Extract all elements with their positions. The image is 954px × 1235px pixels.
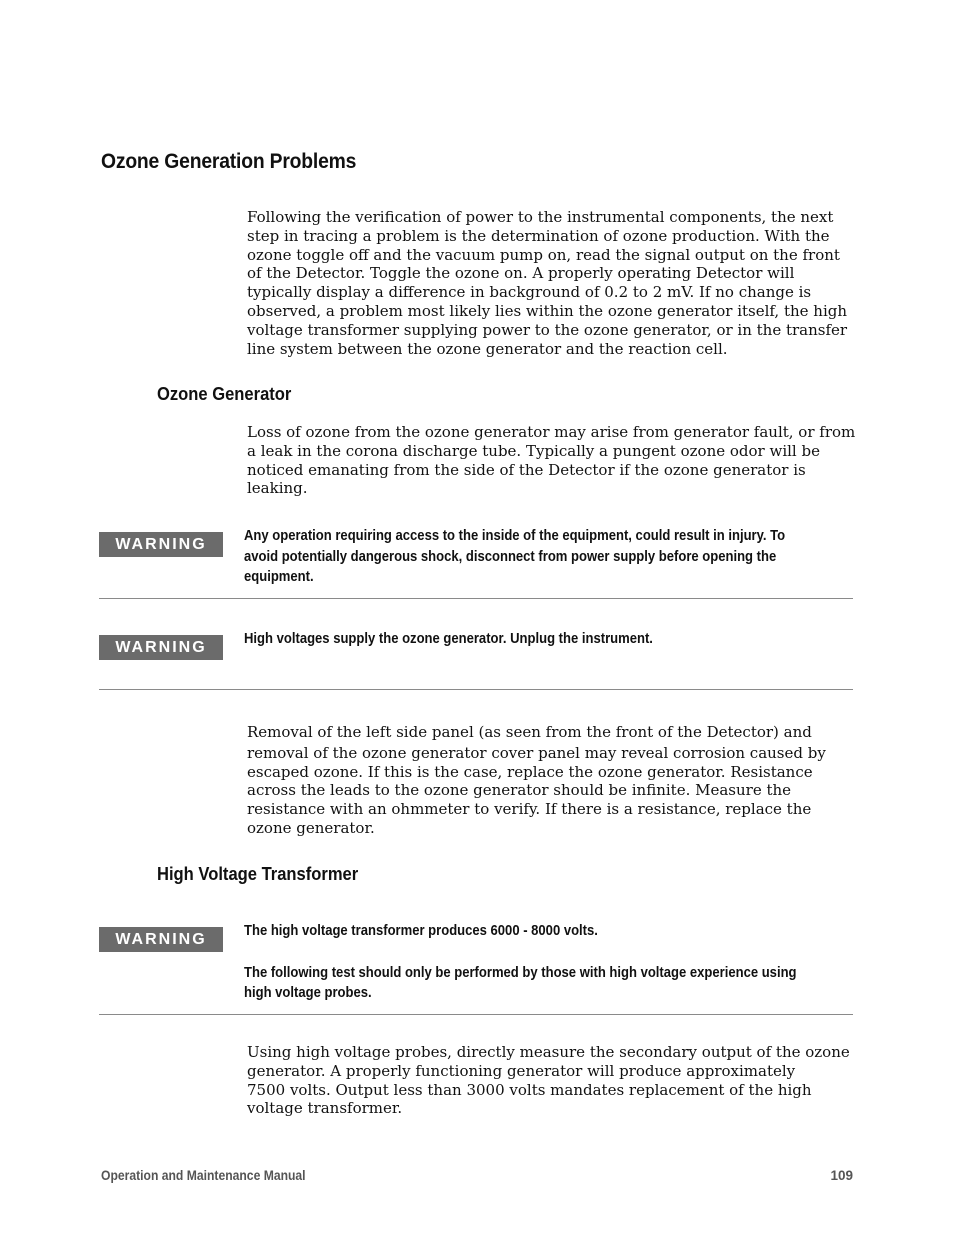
warning-text (244, 629, 820, 650)
intro-paragraph (247, 208, 853, 358)
paragraph-line: 7500 volts. Output less than 3000 volts mandates replacement of the high (247, 1080, 812, 1099)
warning-divider (99, 598, 853, 599)
page-title: Ozone Generation Problems (101, 150, 357, 173)
ozone-generator-paragraph (247, 423, 856, 498)
paragraph-line: voltage transformer. (247, 1099, 403, 1118)
warning-badge: WARNING (99, 532, 223, 557)
warning-line: The following test should only be performed by those with high voltage experience using (244, 964, 797, 981)
paragraph-line: noticed emanating from the side of the Detector if the ozone generator is (247, 460, 806, 479)
paragraph-line: ozone generator. (247, 818, 375, 837)
warning-line: Any operation requiring access to the inside of the equipment, could result in injury. To (244, 528, 786, 544)
warning-line: equipment. (244, 569, 314, 585)
paragraph-line: Loss of ozone from the ozone generator may arise from generator fault, or from (247, 423, 856, 441)
warning-divider (99, 689, 853, 690)
paragraph-line: typically display a difference in background of 0.2 to 2 mV. If no change is (247, 283, 812, 302)
footer-manual-title: Operation and Maintenance Manual (101, 1168, 306, 1183)
paragraph-line: generator. A properly functioning generator will produce approximately (247, 1061, 796, 1080)
paragraph-line: across the leads to the ozone generator should be infinite. Measure the (247, 781, 792, 800)
ozone-generator-heading: Ozone Generator (157, 384, 292, 404)
warning-text (244, 526, 820, 588)
warning-badge: WARNING (99, 635, 223, 660)
paragraph-line: escaped ozone. If this is the case, replace the ozone generator. Resistance (247, 762, 813, 781)
footer-page-number: 109 (830, 1168, 853, 1183)
paragraph-line: step in tracing a problem is the determination of ozone production. With the (247, 226, 830, 245)
paragraph-line: ozone toggle off and the vacuum pump on, read the signal output on the front (247, 245, 840, 264)
paragraph-line: Using high voltage probes, directly measure the secondary output of the ozone (247, 1043, 850, 1061)
paragraph-line: leaking. (247, 479, 308, 498)
hv-transformer-heading: High Voltage Transformer (157, 864, 359, 884)
warning-line: High voltages supply the ozone generator. Unplug the instrument. (244, 631, 653, 647)
paragraph-line: line system between the ozone generator and the reaction cell. (247, 339, 728, 358)
paragraph-line: removal of the ozone generator cover panel may reveal corrosion caused by (247, 743, 826, 762)
warning-line: The high voltage transformer produces 6000 - 8000 volts. (244, 923, 598, 939)
warning-divider (99, 1014, 853, 1015)
warning-line: avoid potentially dangerous shock, disconnect from power supply before opening the (244, 548, 777, 565)
warning-badge: WARNING (99, 927, 223, 952)
removal-paragraph (247, 723, 853, 838)
paragraph-line: Following the verification of power to the instrumental components, the next (247, 208, 834, 226)
warning-line: high voltage probes. (244, 985, 372, 1001)
paragraph-line: a leak in the corona discharge tube. Typically a pungent ozone odor will be (247, 441, 820, 460)
paragraph-line: resistance with an ohmmeter to verify. If there is a resistance, replace the (247, 800, 812, 819)
warning-text (244, 921, 820, 1004)
paragraph-line: Removal of the left side panel (as seen from the front of the Detector) and (247, 723, 812, 741)
paragraph-line: voltage transformer supplying power to the ozone generator, or in the transfer (247, 320, 848, 339)
paragraph-line: of the Detector. Toggle the ozone on. A properly operating Detector will (247, 264, 795, 283)
paragraph-line: observed, a problem most likely lies within the ozone generator itself, the high (247, 301, 848, 320)
hv-paragraph (247, 1043, 853, 1118)
